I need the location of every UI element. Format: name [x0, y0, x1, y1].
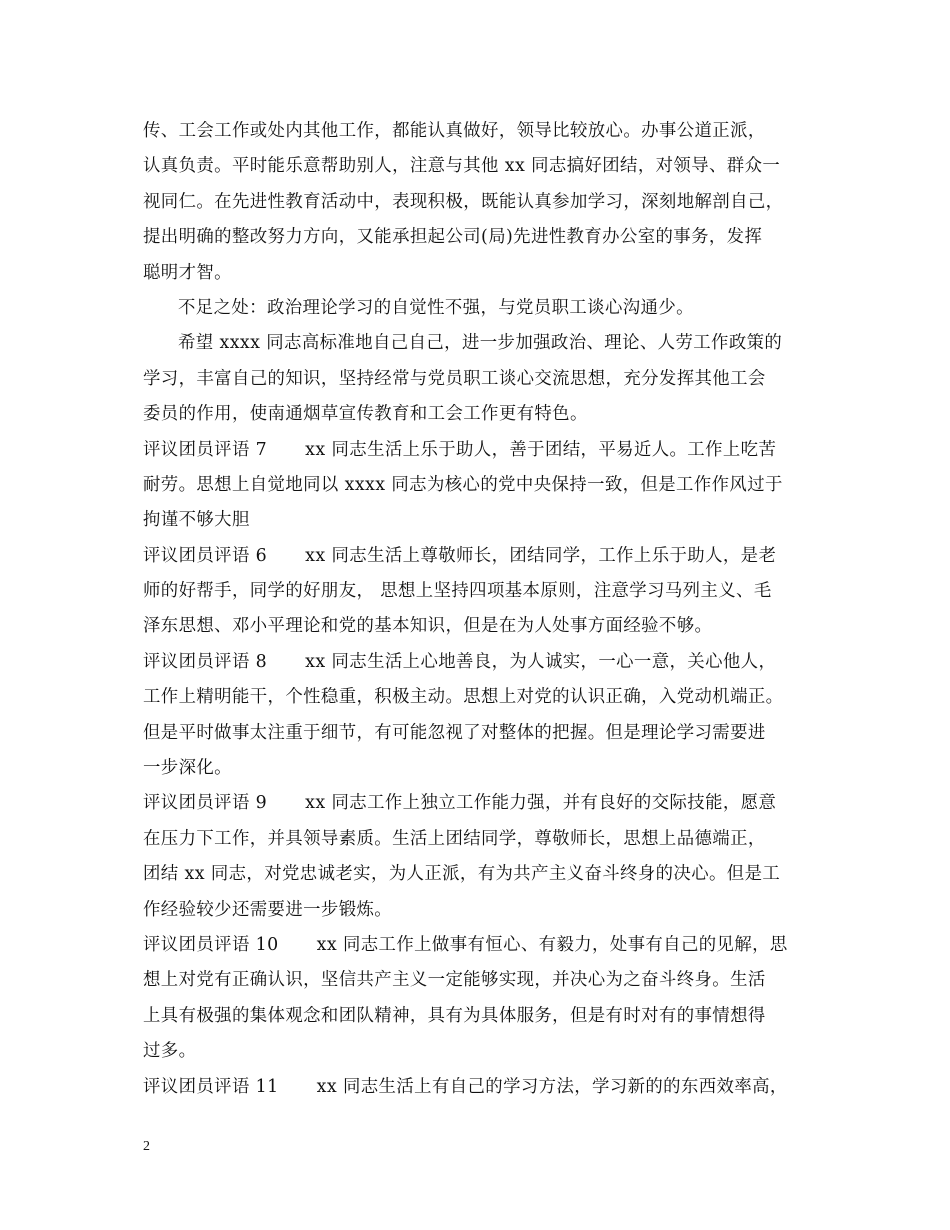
- line-text: 不足之处：政治理论学习的自觉性不强，与党员职工谈心沟通少。: [178, 297, 694, 318]
- text-line: [143, 963, 813, 998]
- line-text: xx 同志工作上做事有恒心、有毅力，处事有自己的见解，思: [316, 934, 788, 955]
- text-line: [143, 680, 813, 715]
- line-text: 但是平时做事太注重于细节，有可能忽视了对整体的把握。但是理论学习需要进: [143, 722, 766, 743]
- comment-label: 评议团员评语 11: [143, 1076, 279, 1097]
- document-body: [143, 114, 813, 1105]
- line-text: 委员的作用，使南通烟草宣传教育和工会工作更有特色。: [143, 404, 588, 425]
- text-line: [143, 893, 813, 928]
- text-line: [143, 256, 813, 291]
- line-text: 师的好帮手，同学的好朋友， 思想上坚持四项基本原则，注意学习马列主义、毛: [143, 581, 772, 602]
- text-line: [143, 149, 813, 184]
- line-text: 学习，丰富自己的知识，坚持经常与党员职工谈心交流思想，充分发挥其他工会: [143, 368, 766, 389]
- comment-heading-line: [143, 433, 813, 468]
- page-number: 2: [143, 1139, 150, 1154]
- text-line: [143, 326, 813, 361]
- comment-heading-line: [143, 1070, 813, 1105]
- text-line: [143, 220, 813, 255]
- text-line: [143, 503, 813, 538]
- comment-label: 评议团员评语 9: [143, 793, 268, 814]
- line-text: 传、工会工作或处内其他工作，都能认真做好，领导比较放心。办事公道正派，: [143, 121, 766, 141]
- line-text: xx 同志生活上尊敬师长，团结同学，工作上乐于助人，是老: [305, 545, 777, 566]
- line-text: 一步深化。: [143, 758, 232, 779]
- text-line: [143, 609, 813, 644]
- text-line: [143, 574, 813, 609]
- line-text: xx 同志工作上独立工作能力强，并有良好的交际技能，愿意: [305, 793, 777, 814]
- text-line: [143, 397, 813, 432]
- text-line: [143, 362, 813, 397]
- text-line: [143, 751, 813, 786]
- line-text: 工作上精明能干，个性稳重，积极主动。思想上对党的认识正确，入党动机端正。: [143, 687, 784, 708]
- line-text: 作经验较少还需要进一步锻炼。: [143, 899, 393, 920]
- text-line: [143, 857, 813, 892]
- line-text: 拘谨不够大胆: [143, 510, 250, 531]
- comment-heading-line: [143, 928, 813, 963]
- line-text: 视同仁。在先进性教育活动中，表现积极，既能认真参加学习，深刻地解剖自己，: [143, 191, 784, 212]
- comment-label: 评议团员评语 8: [143, 651, 268, 672]
- text-line: [143, 468, 813, 503]
- line-text: 耐劳。思想上自觉地同以 xxxx 同志为核心的党中央保持一致，但是工作作风过于: [143, 474, 783, 495]
- line-text: 泽东思想、邓小平理论和党的基本知识，但是在为人处事方面经验不够。: [143, 616, 713, 637]
- text-line: [143, 185, 813, 220]
- comment-heading-line: [143, 786, 813, 821]
- line-text: xx 同志生活上乐于助人，善于团结，平易近人。工作上吃苦: [305, 439, 777, 460]
- line-text: 团结 xx 同志，对党忠诚老实，为人正派，有为共产主义奋斗终身的决心。但是工: [143, 864, 781, 885]
- text-line: [143, 114, 813, 149]
- text-line: [143, 822, 813, 857]
- comment-label: 评议团员评语 7: [143, 439, 268, 460]
- line-text: 想上对党有正确认识，坚信共产主义一定能够实现，并决心为之奋斗终身。生活: [143, 970, 766, 991]
- line-text: xx 同志生活上有自己的学习方法，学习新的的东西效率高，: [316, 1076, 788, 1097]
- comment-heading-line: [143, 645, 813, 680]
- text-line: [143, 1034, 813, 1069]
- text-line: [143, 999, 813, 1034]
- text-line: [143, 716, 813, 751]
- text-line: [143, 291, 813, 326]
- line-text: 过多。: [143, 1041, 197, 1062]
- line-text: 希望 xxxx 同志高标准地自己自己，进一步加强政治、理论、人劳工作政策的: [178, 333, 783, 354]
- line-text: xx 同志生活上心地善良，为人诚实，一心一意，关心他人，: [305, 651, 777, 672]
- line-text: 在压力下工作，并具领导素质。生活上团结同学，尊敬师长，思想上品德端正，: [143, 828, 766, 849]
- line-text: 上具有极强的集体观念和团队精神，具有为具体服务，但是有时对有的事情想得: [143, 1005, 766, 1026]
- line-text: 认真负责。平时能乐意帮助别人，注意与其他 xx 同志搞好团结，对领导、群众一: [143, 156, 781, 177]
- comment-label: 评议团员评语 6: [143, 545, 268, 566]
- line-text: 聪明才智。: [143, 262, 232, 283]
- comment-label: 评议团员评语 10: [143, 934, 279, 955]
- line-text: 提出明确的整改努力方向，又能承担起公司(局)先进性教育办公室的事务，发挥: [143, 227, 763, 248]
- comment-heading-line: [143, 539, 813, 574]
